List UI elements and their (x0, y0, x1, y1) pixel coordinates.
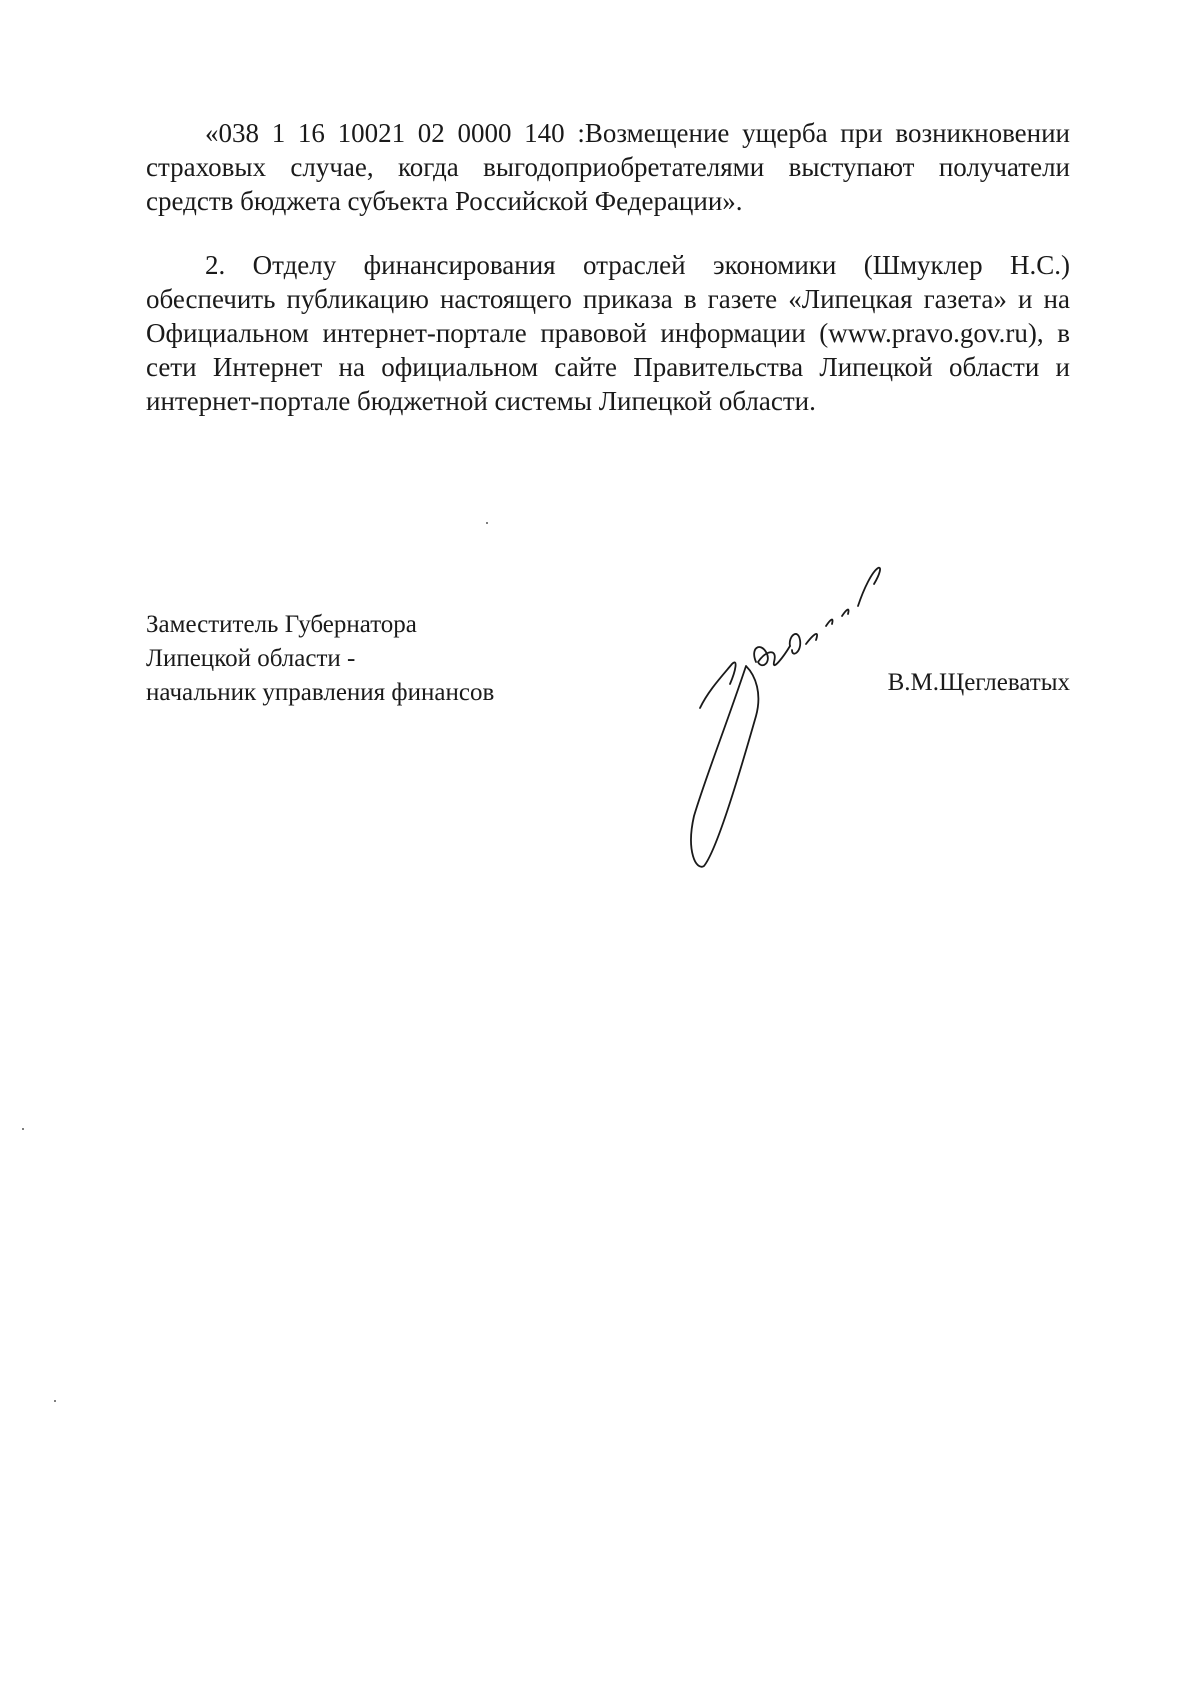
signer-title-line-2: Липецкой области - (146, 645, 356, 672)
signer-name: В.М.Щеглеватых (887, 669, 1070, 696)
paragraph-publication-order: 2. Отделу финансирования отраслей экономики (Шмуклер Н.С.) обеспечить публикацию настоящего приказа в газете «Липецкая газета» и на Официальном интернет-портале правовой информации (www.pravo.gov.ru), в сети Интернет на официальном сайте Правительства Липецкой области и интернет-портале бюджетной системы Липецкой области. (146, 250, 1070, 416)
scan-speck (486, 522, 488, 524)
signer-title-line-1: Заместитель Губернатора (146, 611, 417, 638)
paragraph-budget-code: «038 1 16 10021 02 0000 140 :Возмещение ущерба при возникновении страховых случае, когда выгодоприобретателями выступают получатели средств бюджета субъекта Российской Федерации». (146, 118, 1070, 216)
signer-title-line-3: начальник управления финансов (146, 679, 495, 706)
signer-title (146, 608, 494, 710)
handwritten-signature-icon (686, 566, 926, 886)
scan-speck (54, 1400, 56, 1402)
scan-speck (22, 1128, 24, 1130)
